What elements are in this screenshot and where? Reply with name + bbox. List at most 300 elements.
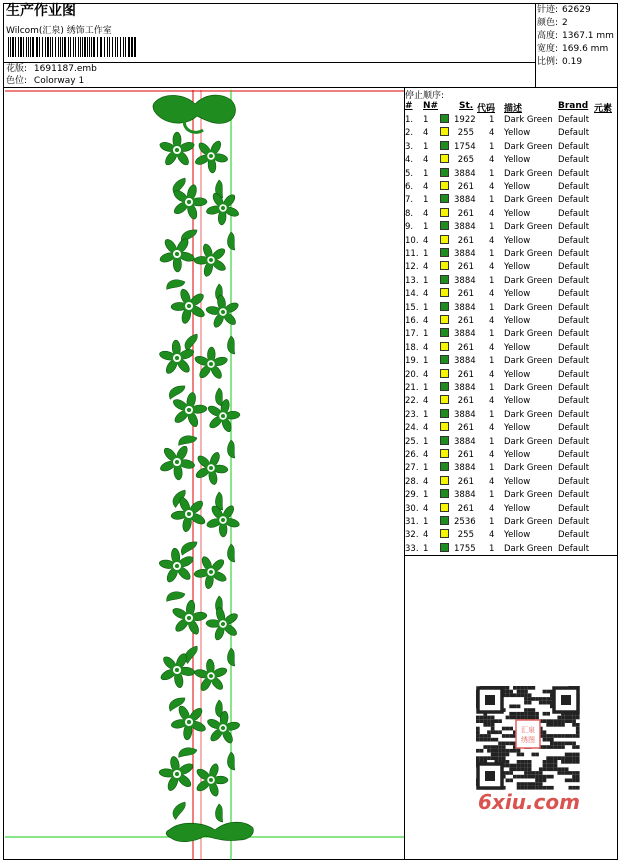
barcode-bar — [47, 37, 49, 57]
row-code: 4 — [489, 503, 495, 514]
table-row — [404, 127, 618, 140]
row-code: 4 — [489, 423, 495, 434]
row-desc: Dark Green — [504, 168, 553, 179]
table-row — [404, 382, 618, 395]
row-brand: Default — [558, 436, 590, 447]
table-row — [404, 328, 618, 341]
table-row — [404, 529, 618, 542]
color-swatch — [440, 275, 449, 284]
stat-label: 针迹: — [537, 5, 559, 15]
row-stitches: 3884 — [454, 356, 476, 367]
flower-motif-right — [200, 706, 246, 752]
row-needle: 4 — [423, 423, 429, 434]
row-stitches: 261 — [457, 423, 474, 434]
row-needle: 1 — [423, 275, 429, 286]
table-row — [404, 248, 618, 261]
row-brand: Default — [558, 463, 590, 474]
stat-row — [537, 43, 608, 55]
row-stitches: 255 — [457, 128, 474, 139]
stat-value: 0.19 — [562, 57, 583, 67]
embroidery-leaf — [224, 336, 238, 356]
row-num: 16. — [405, 316, 419, 326]
row-code: 4 — [489, 369, 495, 380]
table-row — [404, 516, 618, 529]
row-num: 31. — [405, 517, 419, 527]
row-desc: Yellow — [504, 155, 531, 166]
row-stitches: 3884 — [454, 329, 476, 340]
row-stitches: 3884 — [454, 463, 476, 474]
color-swatch — [440, 221, 449, 230]
table-row — [404, 489, 618, 502]
top-ornament — [153, 95, 236, 123]
barcode-bar — [36, 37, 38, 57]
barcode-bar — [68, 37, 69, 57]
row-stitches: 1922 — [454, 115, 476, 125]
barcode-bar — [117, 37, 118, 57]
flower-motif-right — [203, 499, 245, 542]
stat-value: 62629 — [562, 5, 591, 15]
row-code: 1 — [489, 409, 495, 420]
row-code: 4 — [489, 182, 495, 192]
row-stitches: 3884 — [454, 195, 476, 206]
color-swatch — [440, 449, 449, 458]
barcode-bar — [45, 37, 46, 57]
row-needle: 4 — [423, 450, 429, 460]
row-brand: Default — [558, 396, 590, 407]
row-desc: Dark Green — [504, 543, 553, 554]
color-swatch — [440, 181, 449, 190]
barcode-bar — [39, 37, 40, 57]
row-code: 4 — [489, 342, 495, 353]
file-value: 1691187.emb — [33, 64, 97, 74]
row-stitches: 261 — [457, 182, 474, 192]
barcode-bar — [62, 37, 63, 57]
table-row — [404, 409, 618, 422]
row-brand: Default — [558, 476, 590, 487]
barcode-bar — [131, 37, 133, 57]
embroidery-leaf — [224, 544, 238, 564]
row-code: 1 — [489, 195, 495, 206]
row-num: 19. — [405, 356, 419, 367]
row-needle: 4 — [423, 316, 429, 326]
row-brand: Default — [558, 517, 590, 527]
row-needle: 1 — [423, 115, 429, 125]
row-code: 4 — [489, 235, 495, 246]
row-stitches: 261 — [457, 342, 474, 353]
barcode-bar — [12, 37, 14, 57]
row-needle: 4 — [423, 476, 429, 487]
row-stitches: 3884 — [454, 302, 476, 313]
row-code: 1 — [489, 517, 495, 527]
row-num: 30. — [405, 503, 419, 514]
row-num: 29. — [405, 490, 419, 501]
row-desc: Yellow — [504, 208, 531, 219]
row-brand: Default — [558, 155, 590, 166]
row-needle: 4 — [423, 396, 429, 407]
row-num: 14. — [405, 289, 419, 300]
row-needle: 4 — [423, 182, 429, 192]
table-row — [404, 208, 618, 221]
table-row — [404, 181, 618, 194]
row-num: 9. — [405, 222, 414, 233]
barcode-bar — [115, 37, 116, 57]
color-swatch — [440, 409, 449, 418]
row-stitches: 1755 — [454, 543, 476, 554]
row-num: 13. — [405, 275, 419, 286]
row-needle: 1 — [423, 168, 429, 179]
barcode-bar — [75, 37, 76, 57]
barcode-bar — [89, 37, 90, 57]
row-needle: 4 — [423, 530, 429, 541]
table-row — [404, 462, 618, 475]
table-row — [404, 476, 618, 489]
row-needle: 1 — [423, 249, 429, 259]
row-needle: 1 — [423, 383, 429, 393]
row-num: 3. — [405, 141, 414, 152]
row-num: 25. — [405, 436, 419, 447]
flower-motif-right — [200, 600, 248, 648]
row-stitches: 3884 — [454, 409, 476, 420]
bottom-ornament — [166, 822, 253, 841]
row-num: 10. — [405, 235, 419, 246]
file-row — [6, 63, 97, 75]
row-stitches: 265 — [457, 155, 474, 166]
row-num: 27. — [405, 463, 419, 474]
color-swatch — [440, 248, 449, 257]
row-desc: Dark Green — [504, 141, 553, 152]
row-desc: Dark Green — [504, 517, 553, 527]
row-desc: Dark Green — [504, 409, 553, 420]
row-brand: Default — [558, 208, 590, 219]
row-num: 21. — [405, 383, 419, 393]
barcode-bar — [100, 37, 102, 57]
row-brand: Default — [558, 115, 590, 125]
row-code: 4 — [489, 208, 495, 219]
row-stitches: 261 — [457, 396, 474, 407]
row-brand: Default — [558, 316, 590, 326]
col-header-code: 代码 — [477, 104, 496, 114]
row-desc: Yellow — [504, 289, 531, 300]
color-swatch — [440, 529, 449, 538]
barcode-bar — [52, 37, 53, 57]
table-row — [404, 302, 618, 315]
color-swatch — [440, 141, 449, 150]
row-needle: 1 — [423, 436, 429, 447]
row-code: 4 — [489, 396, 495, 407]
row-desc: Dark Green — [504, 463, 553, 474]
barcode-bar — [112, 37, 113, 57]
table-row — [404, 261, 618, 274]
color-swatch — [440, 315, 449, 324]
row-code: 1 — [489, 141, 495, 152]
color-swatch — [440, 516, 449, 525]
row-brand: Default — [558, 289, 590, 300]
row-num: 23. — [405, 409, 419, 420]
barcode-bar — [109, 37, 110, 57]
row-code: 1 — [489, 490, 495, 501]
barcode-bar — [42, 37, 43, 57]
row-stitches: 261 — [457, 369, 474, 380]
embroidery-motifs — [152, 95, 253, 842]
row-desc: Dark Green — [504, 302, 553, 313]
row-num: 22. — [405, 396, 419, 407]
row-needle: 1 — [423, 356, 429, 367]
row-code: 1 — [489, 356, 495, 367]
row-stitches: 3884 — [454, 168, 476, 179]
embroidery-leaf — [224, 752, 238, 772]
embroidery-leaf — [212, 804, 226, 824]
barcode-bar — [26, 37, 27, 57]
row-brand: Default — [558, 275, 590, 286]
color-swatch — [440, 462, 449, 471]
stat-row — [537, 56, 582, 68]
row-code: 1 — [489, 436, 495, 447]
color-swatch — [440, 154, 449, 163]
color-swatch — [440, 288, 449, 297]
row-brand: Default — [558, 409, 590, 420]
embroidery-leaf — [178, 537, 198, 558]
flower-motif-right — [191, 343, 232, 385]
row-brand: Default — [558, 222, 590, 233]
colorway-label: 色位: — [6, 76, 28, 86]
row-desc: Yellow — [504, 182, 531, 192]
row-num: 4. — [405, 155, 414, 166]
row-desc: Yellow — [504, 476, 531, 487]
row-desc: Dark Green — [504, 490, 553, 501]
table-row — [404, 315, 618, 328]
table-row — [404, 395, 618, 408]
row-desc: Yellow — [504, 450, 531, 460]
flower-motif-left — [153, 751, 201, 798]
row-desc: Yellow — [504, 396, 531, 407]
embroidery-leaf — [176, 743, 198, 761]
row-desc: Dark Green — [504, 115, 553, 125]
col-header-brand: Brand — [558, 101, 589, 111]
row-brand: Default — [558, 356, 590, 367]
flower-motif-left — [165, 490, 213, 539]
row-needle: 1 — [423, 329, 429, 340]
table-row — [404, 422, 618, 435]
embroidery-leaf — [171, 799, 187, 821]
row-code: 1 — [489, 115, 495, 125]
file-label: 花版: — [6, 64, 28, 74]
col-header-stitches: St. — [459, 101, 474, 111]
row-brand: Default — [558, 128, 590, 139]
row-num: 28. — [405, 476, 419, 487]
barcode-bar — [64, 37, 66, 57]
row-code: 4 — [489, 316, 495, 326]
flower-motif-right — [193, 449, 229, 487]
row-stitches: 261 — [457, 208, 474, 219]
table-row — [404, 154, 618, 167]
row-stitches: 3884 — [454, 275, 476, 286]
flower-motif-right — [199, 184, 247, 232]
flower-motif-left — [152, 541, 203, 592]
barcode-bar — [18, 37, 19, 57]
row-code: 4 — [489, 155, 495, 166]
barcode-bar — [10, 37, 11, 57]
row-desc: Dark Green — [504, 275, 553, 286]
row-code: 1 — [489, 249, 495, 259]
table-row — [404, 369, 618, 382]
row-brand: Default — [558, 369, 590, 380]
row-needle: 4 — [423, 128, 429, 139]
embroidery-leaf — [224, 232, 238, 252]
barcode-bar — [134, 37, 136, 57]
row-stitches: 3884 — [454, 436, 476, 447]
row-brand: Default — [558, 182, 590, 192]
row-desc: Dark Green — [504, 356, 553, 367]
row-code: 1 — [489, 329, 495, 340]
barcode-bar — [93, 37, 95, 57]
row-desc: Yellow — [504, 342, 531, 353]
row-needle: 4 — [423, 155, 429, 166]
color-swatch — [440, 422, 449, 431]
color-swatch — [440, 476, 449, 485]
barcode-bar — [60, 37, 61, 57]
page-title: 生产作业图 — [6, 3, 76, 19]
row-needle: 4 — [423, 262, 429, 273]
col-header-desc: 描述 — [504, 104, 523, 114]
table-row — [404, 449, 618, 462]
barcode-bar — [8, 37, 9, 57]
flower-motif-right — [206, 397, 242, 434]
row-desc: Yellow — [504, 423, 531, 434]
table-row — [404, 543, 618, 556]
row-brand: Default — [558, 329, 590, 340]
barcode-bar — [125, 37, 126, 57]
row-needle: 4 — [423, 342, 429, 353]
row-stitches: 261 — [457, 289, 474, 300]
flower-motif-right — [188, 133, 235, 179]
row-needle: 4 — [423, 369, 429, 380]
stat-row — [537, 4, 591, 16]
embroidery-leaf — [164, 587, 186, 605]
table-row — [404, 194, 618, 207]
row-stitches: 261 — [457, 503, 474, 514]
barcode-bar — [28, 37, 29, 57]
embroidery-leaf — [224, 648, 238, 668]
table-row — [404, 355, 618, 368]
barcode-bar — [58, 37, 59, 57]
embroidery-preview — [5, 90, 404, 860]
color-swatch — [440, 208, 449, 217]
row-needle: 1 — [423, 409, 429, 420]
color-swatch — [440, 235, 449, 244]
row-needle: 4 — [423, 289, 429, 300]
site-logo: 6xiu.com — [478, 790, 580, 814]
header-divider — [3, 87, 618, 88]
row-desc: Yellow — [504, 262, 531, 273]
color-swatch — [440, 503, 449, 512]
barcode-bar — [97, 37, 98, 57]
barcode-bar — [15, 37, 16, 57]
stat-label: 比例: — [537, 57, 559, 67]
color-swatch — [440, 355, 449, 364]
row-desc: Dark Green — [504, 249, 553, 259]
stat-row — [537, 17, 568, 29]
row-num: 17. — [405, 329, 419, 340]
row-desc: Dark Green — [504, 383, 553, 393]
row-num: 2. — [405, 128, 414, 139]
row-code: 1 — [489, 302, 495, 313]
row-code: 4 — [489, 476, 495, 487]
row-num: 5. — [405, 168, 414, 179]
row-brand: Default — [558, 249, 590, 259]
row-num: 15. — [405, 302, 419, 313]
qr-code — [472, 682, 584, 794]
studio-name: Wilcom(汇泉) 绣饰工作室 — [6, 26, 112, 36]
barcode-bar — [87, 37, 88, 57]
row-desc: Dark Green — [504, 329, 553, 340]
row-stitches: 261 — [457, 316, 474, 326]
flower-motif-right — [189, 549, 234, 595]
barcode-bar — [23, 37, 24, 57]
barcode-bar — [104, 37, 105, 57]
row-code: 4 — [489, 450, 495, 460]
stop-sequence-title: 停止顺序: — [405, 91, 445, 101]
stat-label: 宽度: — [537, 44, 559, 54]
row-needle: 1 — [423, 517, 429, 527]
row-desc: Yellow — [504, 128, 531, 139]
row-brand: Default — [558, 168, 590, 179]
row-num: 7. — [405, 195, 414, 206]
color-swatch — [440, 543, 449, 552]
color-swatch — [440, 261, 449, 270]
row-stitches: 261 — [457, 235, 474, 246]
barcode-bar — [78, 37, 79, 57]
row-needle: 1 — [423, 463, 429, 474]
row-code: 1 — [489, 275, 495, 286]
row-code: 4 — [489, 289, 495, 300]
row-desc: Dark Green — [504, 436, 553, 447]
row-desc: Dark Green — [504, 195, 553, 206]
barcode-bar — [20, 37, 22, 57]
flower-motif-left — [152, 229, 202, 279]
table-row — [404, 114, 618, 127]
row-num: 12. — [405, 262, 419, 273]
color-swatch — [440, 114, 449, 123]
row-stitches: 261 — [457, 262, 474, 273]
row-num: 32. — [405, 530, 419, 541]
embroidery-leaf — [176, 431, 198, 449]
row-needle: 4 — [423, 208, 429, 219]
row-desc: Yellow — [504, 316, 531, 326]
row-desc: Yellow — [504, 369, 531, 380]
row-needle: 1 — [423, 302, 429, 313]
barcode-bar — [70, 37, 71, 57]
flower-motif-right — [190, 759, 233, 801]
flower-motif-left — [157, 440, 199, 483]
color-swatch — [440, 436, 449, 445]
color-swatch — [440, 395, 449, 404]
row-needle: 1 — [423, 141, 429, 152]
col-header-needle: N# — [423, 101, 439, 111]
row-code: 4 — [489, 128, 495, 139]
row-num: 18. — [405, 342, 419, 353]
stats-divider — [535, 3, 536, 88]
flower-motif-left — [171, 390, 209, 430]
table-row — [404, 235, 618, 248]
row-desc: Yellow — [504, 235, 531, 246]
barcode-bar — [32, 37, 34, 57]
table-row — [404, 221, 618, 234]
barcode-bar — [120, 37, 121, 57]
row-brand: Default — [558, 195, 590, 206]
barcode-bar — [82, 37, 83, 57]
barcode-bar — [107, 37, 108, 57]
row-code: 4 — [489, 262, 495, 273]
